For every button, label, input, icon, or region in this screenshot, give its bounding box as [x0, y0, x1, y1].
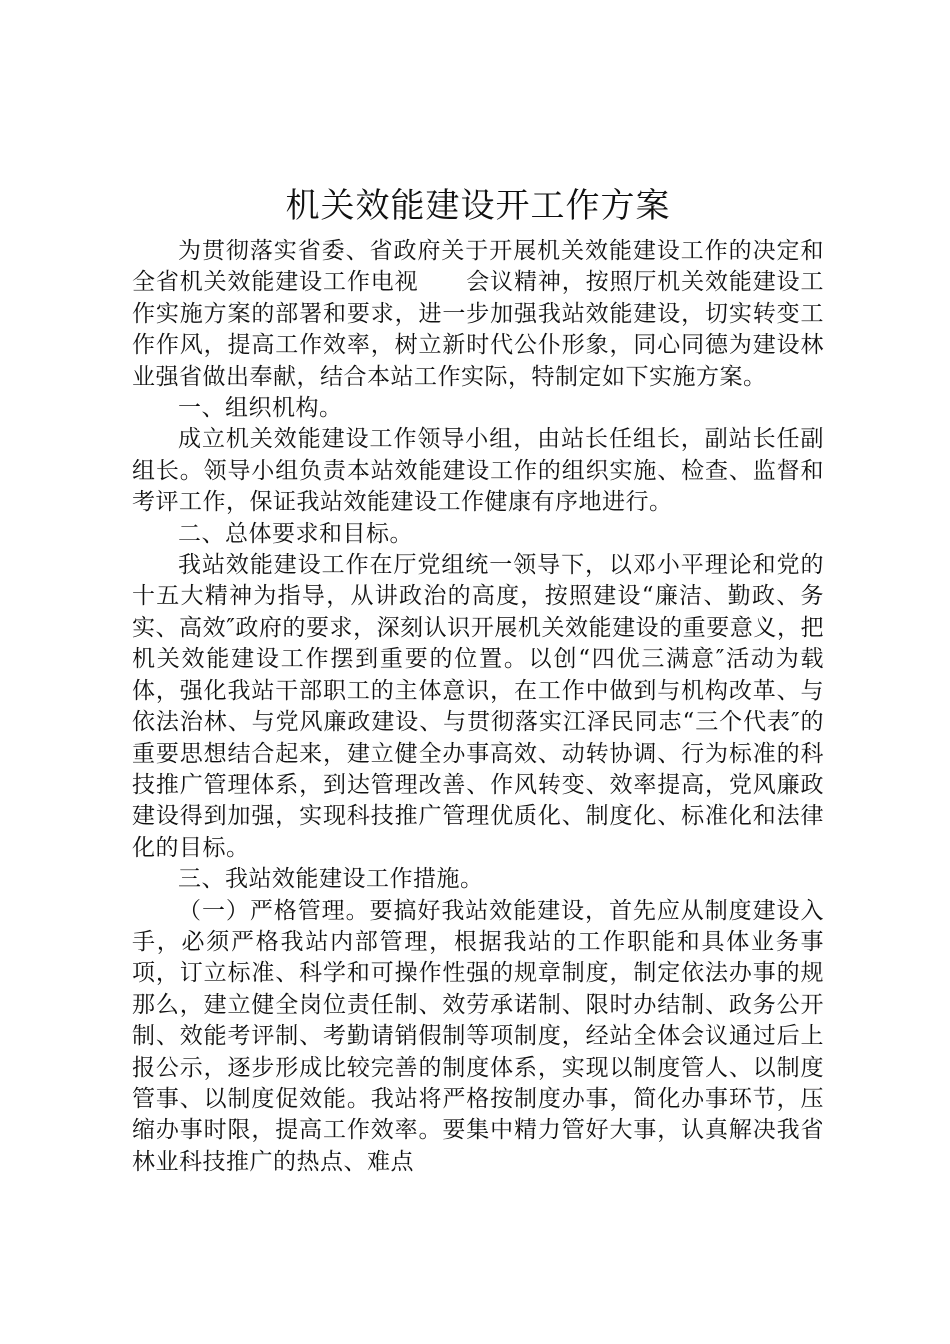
heading-requirements: 二、总体要求和目标。	[178, 520, 413, 547]
paragraph-organization: 成立机关效能建设工作领导小组，由站长任组长，副站长任副组长。领导小组负责本站效能建设工作的组织实施、检查、监督和考评工作，保证我站效能建设工作健康有序地进行。	[132, 426, 824, 516]
heading-organization: 一、组织机构。	[178, 395, 343, 422]
document-page	[132, 182, 824, 1178]
heading-measures: 三、我站效能建设工作措施。	[178, 866, 484, 893]
paragraph-intro: 为贯彻落实省委、省政府关于开展机关效能建设工作的决定和全省机关效能建设工作电视 会议精神，按照厅机关效能建设工作实施方案的部署和要求，进一步加强我站效能建设，切实转变工作作风，提高工作效率，树立新时代公仆形象，同心同德为建设林业强省做出奉献，结合本站工作实际，特制定如下实施方案。	[132, 238, 824, 390]
paragraph-measures-management: （一）严格管理。要搞好我站效能建设，首先应从制度建设入手，必须严格我站内部管理，根据我站的工作职能和具体业务事项，订立标准、科学和可操作性强的规章制度，制定依法办事的规那么，建立健全岗位责任制、效劳承诺制、限时办结制、政务公开制、效能考评制、考勤请销假制等项制度，经站全体会议通过后上报公示，逐步形成比较完善的制度体系，实现以制度管人、以制度管事、以制度促效能。我站将严格按制度办事，简化办事环节，压缩办事时限，提高工作效率。要集中精力管好大事，认真解决我省林业科技推广的热点、难点	[132, 897, 824, 1175]
document-title: 机关效能建设开工作方案	[285, 186, 671, 226]
paragraph-requirements: 我站效能建设工作在厅党组统一领导下，以邓小平理论和党的十五大精神为指导，从讲政治的高度，按照建设“廉洁、勤政、务实、高效″政府的要求，深刻认识开展机关效能建设的重要意义，把机关效能建设工作摆到重要的位置。以创“四优三满意″活动为载体，强化我站干部职工的主体意识，在工作中做到与机构改革、与依法治林、与党风廉政建设、与贯彻落实江泽民同志“三个代表″的重要思想结合起来，建立健全办事高效、动转协调、行为标准的科技推广管理体系，到达管理改善、作风转变、效率提高，党风廉政建设得到加强，实现科技推广管理优质化、制度化、标准化和法律化的目标。	[132, 552, 824, 861]
